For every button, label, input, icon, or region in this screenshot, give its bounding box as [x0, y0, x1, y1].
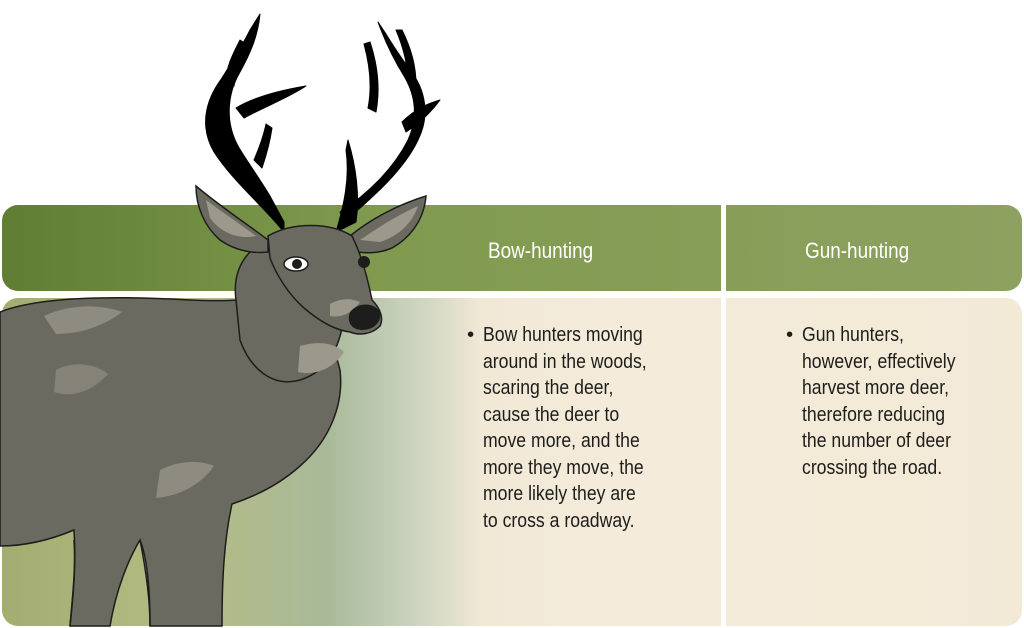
text-line: however, effectively	[802, 349, 956, 373]
text-line: Bow hunters moving	[483, 323, 643, 346]
text-line: Gun hunters,	[802, 323, 904, 346]
text-line: crossing the road.	[802, 455, 943, 479]
bullet: •	[786, 323, 794, 346]
text-line: harvest more deer,	[802, 376, 949, 399]
bullet: •	[467, 323, 475, 346]
gun-hunting-header: Gun-hunting	[805, 238, 910, 263]
text-line: around in the woods,	[483, 349, 647, 373]
text-line: the number of deer	[802, 429, 951, 452]
text-line: more likely they are	[483, 482, 636, 505]
bow-hunting-header: Bow-hunting	[488, 238, 594, 263]
text-line: therefore reducing	[802, 402, 946, 426]
text-line: more they move, the	[483, 455, 644, 479]
text-line: scaring the deer,	[483, 376, 614, 399]
text-line: to cross a roadway.	[483, 508, 635, 532]
text-line: move more, and the	[483, 429, 640, 452]
text-line: cause the deer to	[483, 402, 620, 426]
